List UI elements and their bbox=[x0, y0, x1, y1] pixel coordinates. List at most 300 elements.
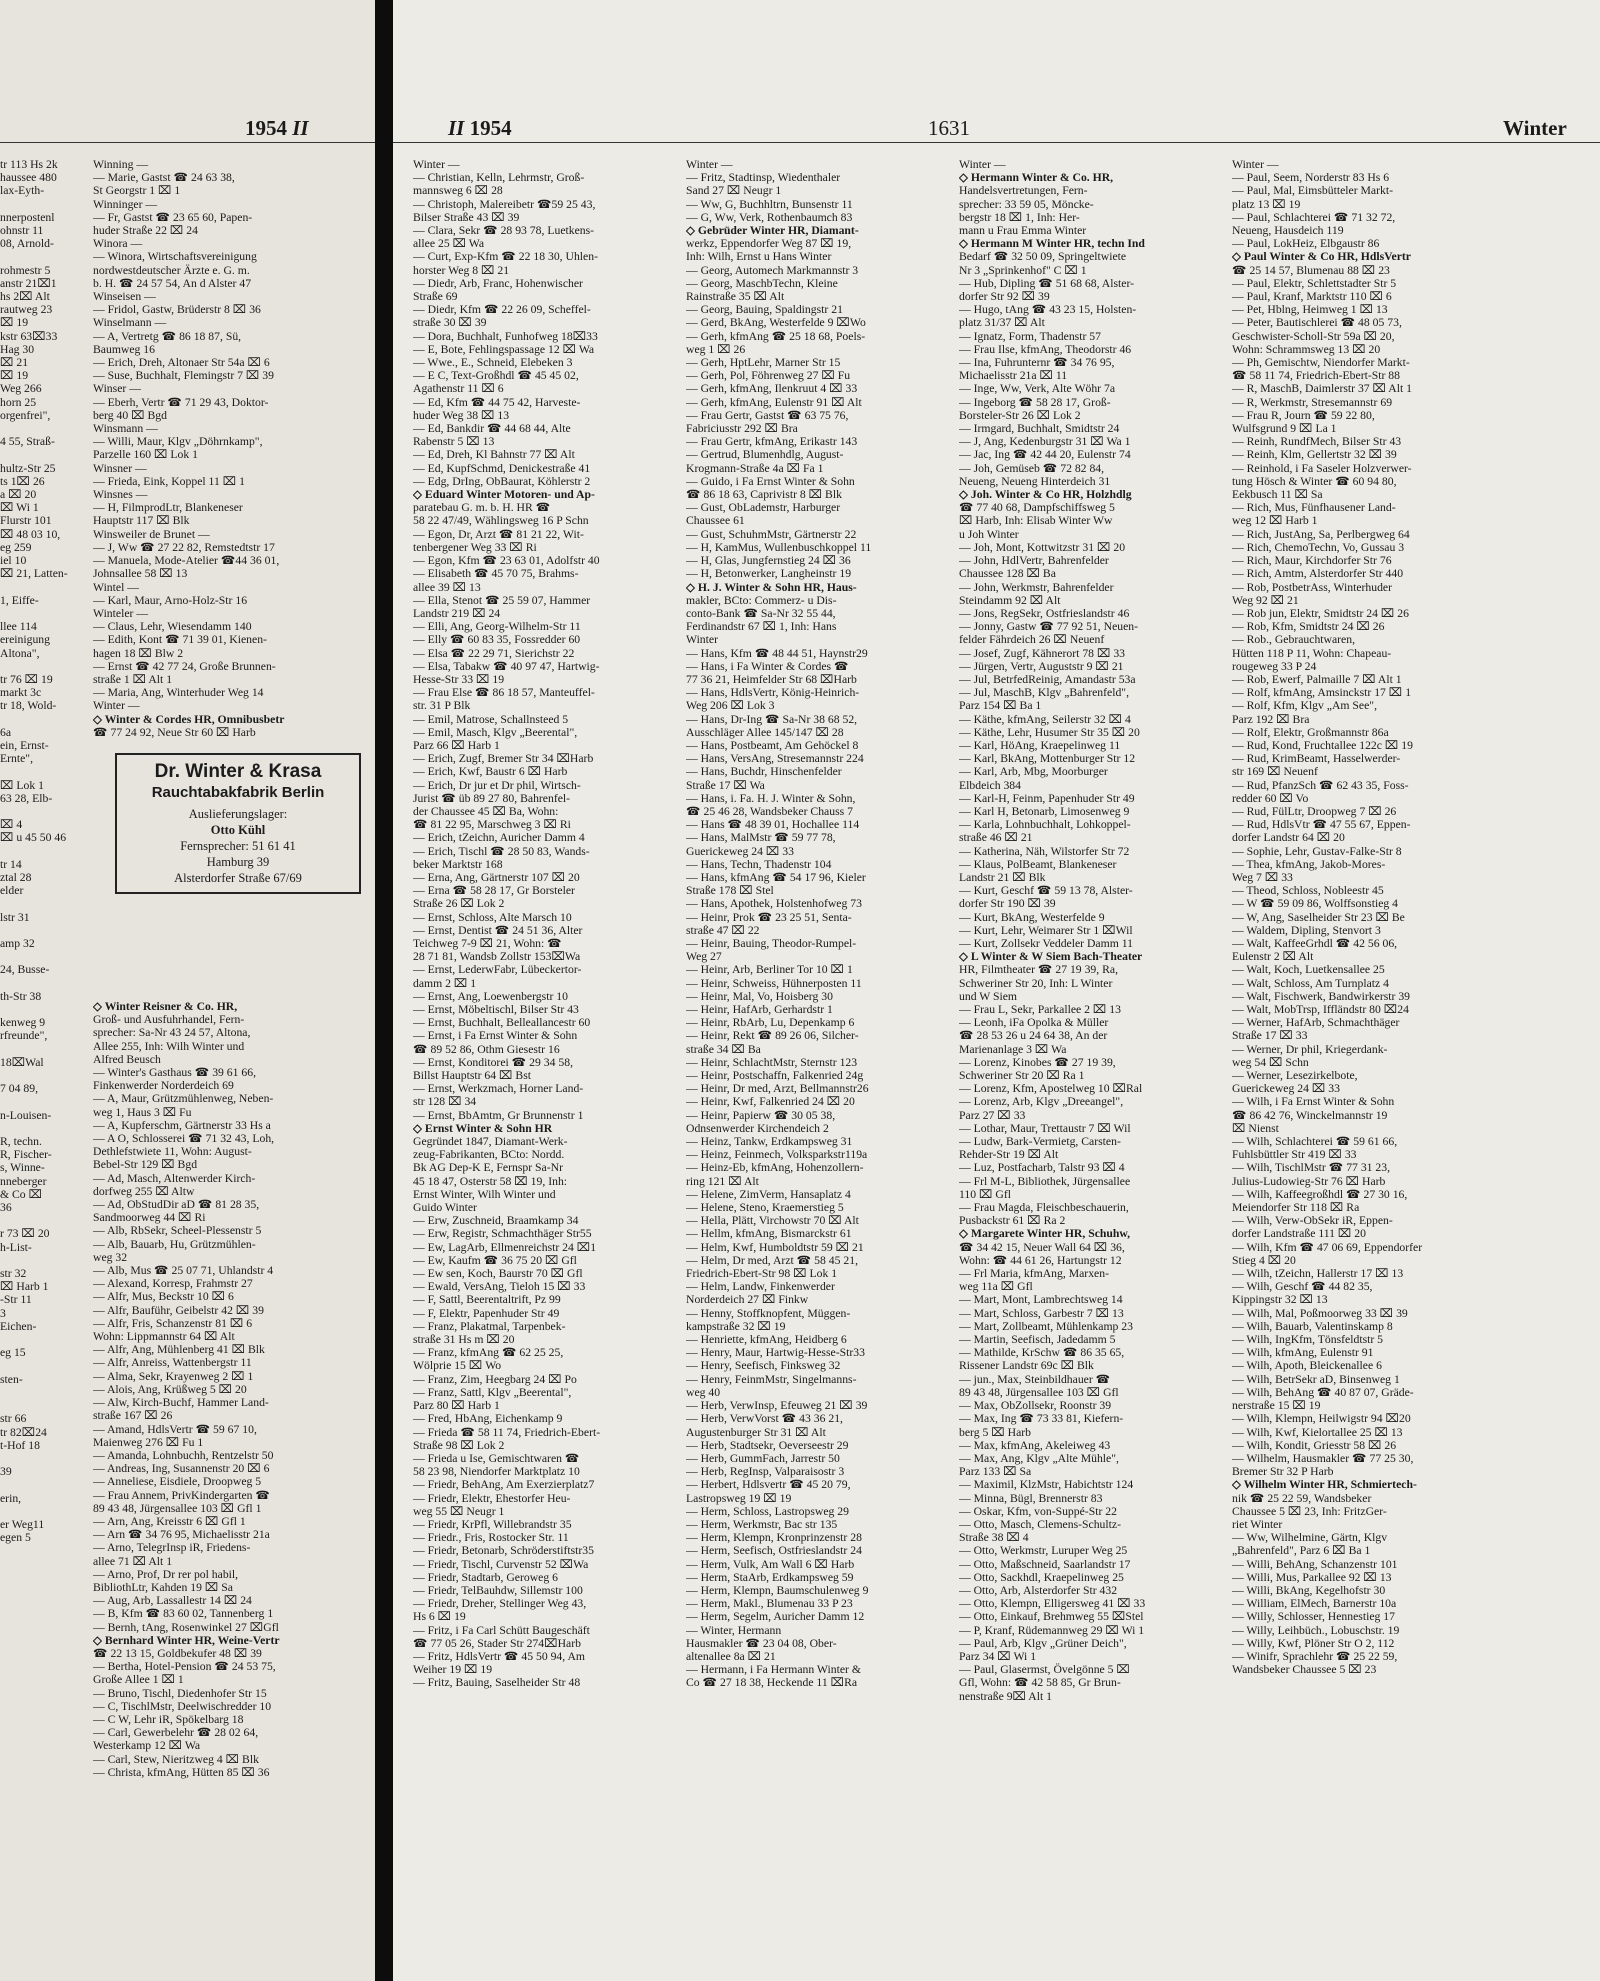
directory-entry: — Ad, Masch, Altenwerder Kirch- bbox=[93, 1171, 256, 1185]
directory-entry: — Hans, Kfm ☎ 48 44 51, Haynstr29 bbox=[686, 646, 868, 660]
directory-entry: iel 10 bbox=[0, 554, 27, 568]
directory-entry: paratebau G. m. b. H. HR ☎ bbox=[413, 501, 551, 515]
directory-entry: — Mathilde, KrSchw ☎ 86 35 65, bbox=[959, 1346, 1125, 1360]
advert-line4: Otto Kühl bbox=[210, 822, 266, 837]
directory-entry: Winter — bbox=[413, 158, 460, 171]
directory-entry: orgenfrei", bbox=[0, 408, 51, 422]
directory-entry: — H, Glas, Jungfernstieg 24 ⌧ 36 bbox=[686, 554, 851, 568]
directory-entry: — Otto, Werkmstr, Luruper Weg 25 bbox=[959, 1544, 1128, 1558]
directory-entry: — Frau R, Journ ☎ 59 22 80, bbox=[1232, 408, 1375, 422]
directory-entry: — Claus, Lehr, Wiesendamm 140 bbox=[93, 620, 252, 634]
directory-entry: ⌧ 21 bbox=[0, 356, 29, 370]
directory-entry: Steindamm 92 ⌧ Alt bbox=[959, 593, 1061, 607]
directory-entry: rfreunde", bbox=[0, 1029, 48, 1043]
directory-entry: 89 43 48, Jürgensallee 103 ⌧ Gfl bbox=[959, 1385, 1119, 1399]
directory-entry: 39 bbox=[0, 1465, 12, 1479]
directory-entry: — Hermann, i Fa Hermann Winter & bbox=[686, 1663, 861, 1677]
directory-entry: sten- bbox=[0, 1372, 23, 1386]
directory-entry: — Willi, BkAng, Kegelhofstr 30 bbox=[1232, 1583, 1386, 1597]
directory-entry: sprecher: 33 59 05, Mönckе- bbox=[959, 197, 1094, 211]
directory-entry: Weg 266 bbox=[0, 382, 42, 396]
directory-entry: Wohn: Lippmannstr 64 ⌧ Alt bbox=[93, 1330, 235, 1344]
directory-entry: Friedrich-Ebert-Str 98 ⌧ Lok 1 bbox=[686, 1267, 838, 1281]
directory-entry: — Emil, Masch, Klgv „Beerental", bbox=[413, 725, 578, 739]
directory-entry: dorfer Str 92 ⌧ 39 bbox=[959, 290, 1050, 304]
directory-entry bbox=[0, 805, 82, 818]
directory-entry: — Kurt, Zollsekr Veddeler Damm 11 bbox=[959, 936, 1133, 950]
directory-entry: — Otto, Klempn, Elligersweg 41 ⌧ 33 bbox=[959, 1597, 1146, 1611]
directory-entry: Sandmoorweg 44 ⌧ Ri bbox=[93, 1211, 206, 1225]
directory-entry: — Heinr, SchlachtMstr, Sternstr 123 bbox=[686, 1055, 858, 1069]
directory-entry: Bebel-Str 129 ⌧ Bgd bbox=[93, 1158, 198, 1172]
directory-entry: Eulenstr 2 ⌧ Alt bbox=[1232, 950, 1314, 964]
directory-entry: amp 32 bbox=[0, 936, 35, 950]
directory-entry: Chaussee 61 bbox=[686, 514, 745, 528]
directory-entry: ⌧ 21, Latten- bbox=[0, 567, 68, 581]
directory-entry: — Willy, Kwf, Plöner Str O 2, 112 bbox=[1232, 1636, 1395, 1650]
directory-entry: — Frau Magda, Fleischbeschauerin, bbox=[959, 1201, 1129, 1215]
directory-entry: ⌧ 4 bbox=[0, 818, 23, 832]
directory-entry: — Karl, Maur, Arno-Holz-Str 16 bbox=[93, 593, 248, 607]
directory-entry: — Ewald, VersAng, Tieloh 15 ⌧ 33 bbox=[413, 1280, 586, 1294]
directory-entry: — Frieda u Ise, Gemischtwaren ☎ bbox=[413, 1451, 580, 1465]
directory-entry: werkz, Eppendorfer Weg 87 ⌧ 19, bbox=[686, 237, 852, 251]
right-header-rule bbox=[393, 142, 1600, 143]
directory-entry: — Gust, SchuhmMstr, Gärtnerstr 22 bbox=[686, 527, 857, 541]
directory-entry: — Rob, Kfm, Smidtstr 24 ⌧ 26 bbox=[1232, 620, 1385, 634]
directory-entry: altenallee 8a ⌧ 21 bbox=[686, 1649, 776, 1663]
directory-entry: — Heinr, Papierw ☎ 30 05 38, bbox=[686, 1108, 836, 1122]
directory-entry: — Heinr, Postschaffn, Falkenried 24g bbox=[686, 1069, 864, 1083]
directory-entry: b. H. ☎ 24 57 54, An d Alster 47 bbox=[93, 276, 252, 290]
directory-entry: — Waldem, Dipling, Stenvort 3 bbox=[1232, 923, 1381, 937]
directory-entry: felder Fährdeich 26 ⌧ Neuenf bbox=[959, 633, 1105, 647]
directory-entry: hagen 18 ⌧ Blw 2 bbox=[93, 646, 184, 660]
directory-entry: ohnstr 11 bbox=[0, 224, 44, 238]
directory-entry: Parz 133 ⌧ Sa bbox=[959, 1465, 1032, 1479]
directory-entry: Maienweg 276 ⌧ Fu 1 bbox=[93, 1435, 204, 1449]
directory-entry: — Winter, Hermann bbox=[686, 1623, 782, 1637]
directory-entry: straße 31 Hs m ⌧ 20 bbox=[413, 1333, 515, 1347]
directory-entry bbox=[0, 1214, 82, 1227]
directory-entry: — Herb, RegInsp, Valparaisostr 3 bbox=[686, 1465, 845, 1479]
directory-entry: — Wilh, IngKfm, Tönsfeldtstr 5 bbox=[1232, 1333, 1384, 1347]
directory-entry: — Christa, kfmAng, Hütten 85 ⌧ 36 bbox=[93, 1765, 270, 1779]
directory-entry: Weg 27 bbox=[686, 950, 722, 964]
directory-entry: Michaelisstr 21a ⌧ 11 bbox=[959, 369, 1068, 383]
directory-entry: straße 47 ⌧ 22 bbox=[686, 923, 760, 937]
left-page-header bbox=[245, 116, 309, 141]
directory-entry: — Gertrud, Blumenhdlg, August- bbox=[686, 448, 844, 462]
directory-entry: — Ella, Stenot ☎ 25 59 07, Hammer bbox=[413, 593, 591, 607]
directory-entry: HR, Filmtheater ☎ 27 19 39, Ra, bbox=[959, 963, 1119, 977]
directory-entry: weg 54 ⌧ Schn bbox=[1232, 1055, 1309, 1069]
directory-entry: — Peter, Bautischlerei ☎ 48 05 73, bbox=[1232, 316, 1402, 330]
directory-entry: ◇ Bernhard Winter HR, Weine-Vertr bbox=[93, 1633, 280, 1647]
directory-entry: — Dora, Buchhalt, Funhofweg 18⌧33 bbox=[413, 329, 598, 343]
directory-entry: — Rich, ChemoTechn, Vo, Gussau 3 bbox=[1232, 540, 1405, 554]
directory-entry: — H, KamMus, Wullenbuschkoppel 11 bbox=[686, 540, 872, 554]
directory-entry: — Gerh, kfmAng, Ilenkruut 4 ⌧ 33 bbox=[686, 382, 858, 396]
directory-entry: — Walt, KaffeeGrhdl ☎ 42 56 06, bbox=[1232, 936, 1398, 950]
directory-entry: — John, Werkmstr, Bahrenfelder bbox=[959, 580, 1114, 594]
directory-entry: ◇ Hermann M Winter HR, techn Ind bbox=[959, 237, 1145, 251]
directory-entry: — Hans, kfmAng ☎ 54 17 96, Kieler bbox=[686, 870, 866, 884]
directory-entry: — Gerh, kfmAng ☎ 25 18 68, Poels- bbox=[686, 329, 866, 343]
directory-entry: — Helene, Steno, Kraemerstieg 5 bbox=[686, 1201, 844, 1215]
directory-entry: — Fritz, HdlsVertr ☎ 45 50 94, Am bbox=[413, 1649, 586, 1663]
directory-entry: Rabenstr 5 ⌧ 13 bbox=[413, 435, 495, 449]
directory-entry: Hausmakler ☎ 23 04 08, Ober- bbox=[686, 1636, 837, 1650]
directory-entry: — William, ElMech, Barnerstr 10a bbox=[1232, 1597, 1397, 1611]
directory-entry: Julius-Ludowieg-Str 76 ⌧ Harb bbox=[1232, 1174, 1386, 1188]
directory-entry: Agathenstr 11 ⌧ 6 bbox=[413, 382, 504, 396]
directory-entry: — Alfr, Ang, Mühlenberg 41 ⌧ Blk bbox=[93, 1343, 265, 1357]
directory-entry bbox=[0, 607, 82, 620]
directory-entry: lstr 31 bbox=[0, 910, 30, 924]
directory-entry: horster Weg 8 ⌧ 21 bbox=[413, 263, 510, 277]
directory-entry: ☎ 25 14 57, Blumenau 88 ⌧ 23 bbox=[1232, 263, 1390, 277]
directory-entry bbox=[0, 250, 82, 263]
directory-entry: tung Hösch & Winter ☎ 60 94 80, bbox=[1232, 474, 1397, 488]
directory-entry: llee 114 bbox=[0, 620, 37, 634]
directory-entry: — Walt, MobTrsp, Iffländstr 80 ⌧24 bbox=[1232, 1003, 1409, 1016]
directory-entry: Meiendorfer Str 118 ⌧ Ra bbox=[1232, 1201, 1360, 1215]
directory-entry: — Diedr, Arb, Franc, Hohenwischer bbox=[413, 276, 583, 290]
directory-entry: — Emil, Matrose, Schallnsteed 5 bbox=[413, 712, 569, 726]
directory-entry: — Jul, MaschB, Klgv „Bahrenfeld", bbox=[959, 686, 1129, 700]
directory-entry: — Willi, Mus, Parkallee 92 ⌧ 13 bbox=[1232, 1570, 1392, 1584]
directory-entry: — Ignatz, Form, Thadenstr 57 bbox=[959, 329, 1101, 343]
directory-entry: ztal 28 bbox=[0, 870, 32, 884]
directory-entry: — Rich, JustAng, Sa, Perlbergweg 64 bbox=[1232, 527, 1410, 541]
directory-entry bbox=[0, 1505, 82, 1518]
directory-entry: — Anneliese, Eisdiele, Droopweg 5 bbox=[93, 1475, 262, 1489]
directory-entry: — Heinr, Kwf, Falkenried 24 ⌧ 20 bbox=[686, 1095, 855, 1109]
directory-entry: Johnsallee 58 ⌧ 13 bbox=[93, 567, 188, 581]
directory-entry: s, Winne- bbox=[0, 1161, 45, 1175]
directory-entry: — Friedr, Tischl, Curvenstr 52 ⌧Wa bbox=[413, 1557, 589, 1571]
directory-entry: — F, Sattl, Beerentaltrift, Pz 99 bbox=[413, 1293, 561, 1307]
directory-entry: — Heinr, Mal, Vo, Hoisberg 30 bbox=[686, 989, 833, 1003]
directory-entry: egen 5 bbox=[0, 1531, 31, 1545]
directory-entry: Weg 206 ⌧ Lok 3 bbox=[686, 699, 775, 713]
directory-entry: — E, Bote, Fehlingspassage 12 ⌧ Wa bbox=[413, 342, 595, 356]
directory-entry: — Rob jun, Elektr, Smidtstr 24 ⌧ 26 bbox=[1232, 606, 1409, 620]
directory-entry: — Heinz-Eb, kfmAng, Hohenzollern- bbox=[686, 1161, 864, 1175]
directory-entry: sprecher: Sa-Nr 43 24 57, Altona, bbox=[93, 1026, 251, 1040]
directory-entry bbox=[0, 713, 82, 726]
directory-entry: — Klaus, PolBeamt, Blankeneser bbox=[959, 857, 1117, 871]
directory-entry: — Fritz, Stadtinsp, Wiedenthaler bbox=[686, 171, 841, 185]
directory-entry: — Ludw, Bark-Vermietg, Carsten- bbox=[959, 1135, 1121, 1149]
directory-entry: — Werner, HafArb, Schmachthäger bbox=[1232, 1016, 1400, 1030]
directory-entry: str 128 ⌧ 34 bbox=[413, 1095, 477, 1109]
directory-entry: Parz 27 ⌧ 33 bbox=[959, 1108, 1026, 1122]
directory-entry: — Rolf, kfmAng, Amsinckstr 17 ⌧ 1 bbox=[1232, 686, 1412, 700]
directory-entry: tr 76 ⌧ 19 bbox=[0, 672, 53, 686]
directory-entry: ☎ 34 42 15, Neuer Wall 64 ⌧ 36, bbox=[959, 1240, 1125, 1254]
directory-entry: — Wilh, Kaffeegroßhdl ☎ 27 30 16, bbox=[1232, 1187, 1408, 1201]
directory-entry: ⌧ Lok 1 bbox=[0, 778, 44, 792]
directory-entry: anstr 21⌧1 bbox=[0, 276, 57, 290]
directory-entry: — Hans ☎ 48 39 01, Hochallee 114 bbox=[686, 818, 860, 832]
directory-entry: — Gerh, Pol, Föhrenweg 27 ⌧ Fu bbox=[686, 369, 851, 383]
directory-entry: — Karl-H, Feinm, Papenhuder Str 49 bbox=[959, 791, 1135, 805]
directory-entry: — Ew, Kaufm ☎ 36 75 20 ⌧ Gfl bbox=[413, 1253, 577, 1267]
directory-entry: — Arno, TelegrInsp iR, Friedens- bbox=[93, 1541, 251, 1555]
directory-entry: — Herm, Schloss, Lastropsweg 29 bbox=[686, 1504, 849, 1518]
directory-entry: str 169 ⌧ Neuenf bbox=[1232, 765, 1318, 779]
directory-entry: — Paul, Kranf, Marktstr 110 ⌧ 6 bbox=[1232, 290, 1392, 304]
directory-entry: — Thea, kfmAng, Jakob-Mores- bbox=[1232, 857, 1386, 871]
directory-entry: Neueng, Neueng Hinterdeich 31 bbox=[959, 474, 1111, 488]
directory-entry: — C, TischlMstr, Deelwischredder 10 bbox=[93, 1699, 272, 1713]
directory-entry: — Karl, BkAng, Mottenburger Str 12 bbox=[959, 752, 1136, 766]
directory-entry: — Henry, Maur, Hartwig-Hesse-Str33 bbox=[686, 1346, 865, 1360]
directory-entry: — Erich, Zugf, Bremer Str 34 ⌧Harb bbox=[413, 752, 594, 766]
directory-entry: — Wilh, Mal, Poßmoorweg 33 ⌧ 39 bbox=[1232, 1306, 1408, 1320]
directory-entry: 36 bbox=[0, 1201, 12, 1215]
directory-entry: Winora — bbox=[93, 237, 143, 251]
directory-entry: Straße 17 ⌧ 33 bbox=[1232, 1029, 1308, 1043]
directory-entry: ☎ 81 22 95, Marschweg 3 ⌧ Ri bbox=[413, 818, 571, 832]
directory-entry: — Friedr, TelBauhdw, Sillemstr 100 bbox=[413, 1583, 583, 1597]
directory-entry: — Joh, Mont, Kottwitzstr 31 ⌧ 20 bbox=[959, 540, 1126, 554]
directory-entry: Weiher 19 ⌧ 19 bbox=[413, 1663, 493, 1677]
directory-entry: — Kurt, Lehr, Weimarer Str 1 ⌧Wil bbox=[959, 923, 1133, 937]
directory-entry bbox=[0, 1333, 82, 1346]
directory-entry: — Oskar, Kfm, von-Suppé-Str 22 bbox=[959, 1504, 1117, 1518]
directory-entry: makler, BCto: Commerz- u Dis- bbox=[686, 593, 837, 607]
directory-entry: weg 40 bbox=[686, 1385, 721, 1399]
directory-entry: — Hans, Buchdr, Hinschenfelder bbox=[686, 765, 842, 779]
directory-entry: Parz 80 ⌧ Harb 1 bbox=[413, 1399, 500, 1413]
directory-entry: — Fritz, Bauing, Saselheider Str 48 bbox=[413, 1676, 581, 1690]
directory-entry: — Rolf, Elektr, Großmannstr 86a bbox=[1232, 725, 1389, 739]
directory-entry: — Ernst, BbAmtm, Gr Brunnenstr 1 bbox=[413, 1108, 584, 1122]
directory-entry: — Frieda, Eink, Koppel 11 ⌧ 1 bbox=[93, 474, 245, 488]
directory-entry: Ernte", bbox=[0, 752, 34, 766]
directory-entry: nordwestdeutscher Ärzte e. G. m. bbox=[93, 263, 250, 277]
directory-entry: tr 82⌧24 bbox=[0, 1425, 47, 1439]
directory-entry: a ⌧ 20 bbox=[0, 488, 37, 502]
directory-entry: — Herm, Segelm, Auricher Damm 12 bbox=[686, 1610, 865, 1624]
directory-entry: Augustenburger Str 31 ⌧ Alt bbox=[686, 1425, 826, 1439]
directory-entry: — Käthe, Lehr, Husumer Str 35 ⌧ 20 bbox=[959, 725, 1140, 739]
directory-entry: — Martin, Seefisch, Jadedamm 5 bbox=[959, 1333, 1116, 1347]
directory-entry: — Rud, Kond, Fruchtallee 122c ⌧ 19 bbox=[1232, 738, 1413, 752]
directory-entry: ◇ Ernst Winter & Sohn HR bbox=[413, 1121, 553, 1135]
directory-entry: — Wilh, Klempn, Heilwigstr 94 ⌧20 bbox=[1232, 1412, 1411, 1426]
directory-entry: — Hans, i. Fa. H. J. Winter & Sohn, bbox=[686, 791, 856, 805]
directory-entry: mann u Frau Emma Winter bbox=[959, 224, 1087, 238]
directory-entry: ◇ Gebrüder Winter HR, Diamant- bbox=[686, 224, 859, 238]
directory-entry: weg 1 ⌧ 26 bbox=[686, 342, 746, 356]
directory-entry: — Joh, Gemüseb ☎ 72 82 84, bbox=[959, 461, 1105, 475]
directory-entry: Borsteler-Str 26 ⌧ Lok 2 bbox=[959, 408, 1081, 422]
directory-entry: Winser — bbox=[93, 382, 141, 396]
directory-entry: — Frau L, Sekr, Parkallee 2 ⌧ 13 bbox=[959, 1003, 1121, 1016]
left-column-1-entries bbox=[93, 158, 375, 739]
directory-entry: 7 04 89, bbox=[0, 1082, 38, 1096]
directory-entry: — Wilh, Kfm ☎ 47 06 69, Eppendorfer bbox=[1232, 1240, 1423, 1254]
directory-entry: — Rich, Mus, Fünfhausener Land- bbox=[1232, 501, 1396, 515]
directory-entry: — Max, ObZollsekr, Roonstr 39 bbox=[959, 1399, 1112, 1413]
directory-entry: — Friedr, KrPfl, Willebrandstr 35 bbox=[413, 1517, 572, 1531]
directory-entry: Winseisen — bbox=[93, 290, 156, 304]
directory-entry: Rissener Landstr 69c ⌧ Blk bbox=[959, 1359, 1094, 1373]
directory-entry: Allee 255, Inh: Wilh Winter und bbox=[93, 1039, 245, 1053]
directory-entry: elder bbox=[0, 884, 24, 898]
directory-entry: — Max, Ing ☎ 73 33 81, Kiefern- bbox=[959, 1412, 1124, 1426]
directory-entry: — Elisabeth ☎ 45 70 75, Brahms- bbox=[413, 567, 579, 581]
directory-entry: — Rich, Amtm, Alsterdorfer Str 440 bbox=[1232, 567, 1404, 581]
directory-entry: — Manuela, Mode-Atelier ☎44 36 01, bbox=[93, 554, 280, 568]
directory-entry: Baumweg 16 bbox=[93, 342, 155, 356]
directory-entry bbox=[0, 1069, 82, 1082]
directory-entry: — Alexand, Korresp, Frahmstr 27 bbox=[93, 1277, 253, 1291]
directory-entry: — Heinz, Feinmech, Volksparkstr119a bbox=[686, 1148, 868, 1162]
directory-entry: — Willi, BehAng, Schanzenstr 101 bbox=[1232, 1557, 1398, 1571]
directory-entry: ☎ 28 53 26 u 24 64 38, An der bbox=[959, 1029, 1108, 1043]
directory-entry: — Wilhelm, Hausmakler ☎ 77 25 30, bbox=[1232, 1451, 1414, 1465]
directory-entry: — Henny, Stoffknopfent, Müggen- bbox=[686, 1306, 851, 1320]
directory-entry bbox=[0, 198, 82, 211]
directory-entry: str. 31 P Blk bbox=[413, 699, 471, 713]
directory-entry bbox=[0, 1452, 82, 1465]
directory-entry: hs 2⌧ Alt bbox=[0, 290, 50, 304]
directory-entry: — Alb, Mus ☎ 25 07 71, Uhlandstr 4 bbox=[93, 1264, 274, 1278]
directory-entry: — Wilh, BehAng ☎ 40 87 07, Gräde- bbox=[1232, 1385, 1414, 1399]
directory-entry: — R, Werkmstr, Stresemannstr 69 bbox=[1232, 395, 1393, 409]
directory-entry: — Hans, MalMstr ☎ 59 77 78, bbox=[686, 831, 836, 845]
directory-entry: — Hans, VersAng, Stresemannstr 224 bbox=[686, 752, 864, 766]
directory-entry: ◇ Eduard Winter Motoren- und Ap- bbox=[413, 488, 595, 502]
directory-entry: ◇ Wilhelm Winter HR, Schmiertech- bbox=[1232, 1478, 1417, 1492]
directory-entry: lax-Eyth- bbox=[0, 184, 45, 198]
directory-entry: — Paul, Mal, Eimsbütteler Markt- bbox=[1232, 184, 1393, 198]
directory-entry: — H, FilmprodLtr, Blankeneser bbox=[93, 501, 243, 515]
directory-entry: — Frl Maria, kfmAng, Marxen- bbox=[959, 1267, 1109, 1281]
directory-entry: huder Straße 22 ⌧ 24 bbox=[93, 224, 198, 238]
directory-entry: ◇ Paul Winter & Co HR, HdlsVertr bbox=[1232, 250, 1411, 264]
directory-entry: allee 39 ⌧ 13 bbox=[413, 580, 481, 594]
directory-entry: — Erich, Dreh, Altonaer Str 54a ⌧ 6 bbox=[93, 356, 270, 370]
directory-entry: — W, Ang, Saselheider Str 23 ⌧ Be bbox=[1232, 910, 1405, 924]
directory-entry: ⌧ Harb, Inh: Elisab Winter Ww bbox=[959, 514, 1113, 528]
directory-entry: — Pet, Hblng, Heimweg 1 ⌧ 13 bbox=[1232, 303, 1388, 317]
left-column-fragments bbox=[0, 158, 82, 1973]
directory-entry: straße 34 ⌧ Ba bbox=[686, 1042, 761, 1056]
directory-entry: Straße 98 ⌧ Lok 2 bbox=[413, 1438, 505, 1452]
directory-entry: — Paul, LokHeiz, Elbgaustr 86 bbox=[1232, 237, 1380, 251]
directory-entry: Rehder-Str 19 ⌧ Alt bbox=[959, 1148, 1059, 1162]
directory-entry: — Käthe, kfmAng, Seilerstr 32 ⌧ 4 bbox=[959, 712, 1131, 726]
directory-entry: nneberger bbox=[0, 1174, 47, 1188]
directory-entry: hultz-Str 25 bbox=[0, 461, 56, 475]
directory-entry: 89 43 48, Jürgensallee 103 ⌧ Gfl 1 bbox=[93, 1501, 262, 1515]
directory-entry: dorfer Landstraße 111 ⌧ 20 bbox=[1232, 1227, 1366, 1241]
left-column-1 bbox=[93, 158, 375, 1058]
advert-title: Dr. Winter & Krasa bbox=[154, 760, 322, 782]
directory-entry: — Ww, G, Buchhltrn, Bunsenstr 11 bbox=[686, 197, 853, 211]
directory-entry: ☎ 77 24 92, Neue Str 60 ⌧ Harb bbox=[93, 725, 256, 739]
directory-entry: ts 1⌧ 26 bbox=[0, 474, 45, 488]
directory-entry: — Rich, Maur, Kirchdorfer Str 76 bbox=[1232, 554, 1392, 568]
advert-line3: Auslieferungslager: bbox=[188, 806, 288, 821]
directory-entry: h-List- bbox=[0, 1240, 32, 1254]
directory-entry: — Franz, Plakatmal, Tarpenbek- bbox=[413, 1319, 566, 1333]
directory-entry: — Jac, Ing ☎ 42 44 20, Eulenstr 74 bbox=[959, 448, 1131, 462]
directory-entry: Wulfsgrund 9 ⌧ La 1 bbox=[1232, 422, 1337, 436]
directory-entry: — Wilh, Kwf, Kielortallee 25 ⌧ 13 bbox=[1232, 1425, 1403, 1439]
directory-entry: — Wilh, Kondit, Griesstr 58 ⌧ 26 bbox=[1232, 1438, 1397, 1452]
directory-entry: 28 71 81, Wandsb Zollstr 153⌧Wa bbox=[413, 950, 581, 964]
directory-entry: — Andreas, Ing, Susannenstr 20 ⌧ 6 bbox=[93, 1462, 270, 1476]
directory-entry: — Sophie, Lehr, Gustav-Falke-Str 8 bbox=[1232, 844, 1402, 858]
directory-entry: — Carl, Gewerbelehr ☎ 28 02 64, bbox=[93, 1726, 259, 1740]
directory-entry: — Heinr, Rekt ☎ 89 26 06, Silcher- bbox=[686, 1029, 859, 1043]
left-page bbox=[0, 0, 375, 1981]
directory-entry: Winteler — bbox=[93, 606, 149, 620]
directory-entry bbox=[0, 765, 82, 778]
directory-entry: — Suse, Buchhalt, Flemingstr 7 ⌧ 39 bbox=[93, 369, 274, 383]
directory-entry: 18⌧Wal bbox=[0, 1055, 44, 1069]
directory-entry: ⌧ u 45 50 46 bbox=[0, 831, 67, 845]
directory-entry: — Egon, Kfm ☎ 23 63 01, Adolfstr 40 bbox=[413, 554, 600, 568]
right-column-4 bbox=[1232, 158, 1500, 1973]
directory-entry: riet Winter bbox=[1232, 1517, 1283, 1531]
directory-entry: straße 30 ⌧ 39 bbox=[413, 316, 487, 330]
directory-entry: t-Hof 18 bbox=[0, 1438, 40, 1452]
directory-entry: — Egon, Dr, Arzt ☎ 81 21 22, Wit- bbox=[413, 527, 584, 541]
directory-entry: — Carl, Stew, Nieritzweg 4 ⌧ Blk bbox=[93, 1752, 259, 1766]
directory-entry: ☎ 86 42 76, Winckelmannstr 19 bbox=[1232, 1108, 1388, 1122]
directory-entry bbox=[0, 1122, 82, 1135]
directory-entry: Winter — bbox=[959, 158, 1006, 171]
directory-entry: — Bertha, Hotel-Pension ☎ 24 53 75, bbox=[93, 1660, 276, 1674]
directory-entry: ein, Ernst- bbox=[0, 738, 49, 752]
directory-entry: 24, Busse- bbox=[0, 963, 50, 977]
directory-entry: — Lorenz, Arb, Klgv „Dreeangel", bbox=[959, 1095, 1124, 1109]
directory-entry: — Fridol, Gastw, Brüderstr 8 ⌧ 36 bbox=[93, 303, 261, 317]
directory-entry: Winsmann — bbox=[93, 422, 158, 436]
directory-entry: Teichweg 7-9 ⌧ 21, Wohn: ☎ bbox=[413, 936, 562, 950]
directory-entry: — Reinh, Klm, Gellertstr 32 ⌧ 39 bbox=[1232, 448, 1397, 462]
directory-entry: weg 1, Haus 3 ⌧ Fu bbox=[93, 1105, 192, 1119]
directory-entry: — Henriette, kfmAng, Heidberg 6 bbox=[686, 1333, 847, 1347]
directory-entry: straße 1 ⌧ Alt 1 bbox=[93, 672, 173, 686]
directory-entry: eg 259 bbox=[0, 540, 32, 554]
directory-entry: haussee 480 bbox=[0, 171, 57, 185]
directory-entry: — Erna ☎ 58 28 17, Gr Borsteler bbox=[413, 884, 575, 898]
directory-entry: Schweriner Str 20, Inh: L Winter bbox=[959, 976, 1113, 990]
directory-entry: — Gust, ObLademstr, Harburger bbox=[686, 501, 841, 515]
directory-entry: — Ad, ObStudDir aD ☎ 81 28 35, bbox=[93, 1198, 260, 1212]
directory-entry: redder 60 ⌧ Vo bbox=[1232, 791, 1309, 805]
directory-entry: Jurist ☎ üb 89 27 80, Bahrenfel- bbox=[413, 791, 571, 805]
directory-entry: platz 13 ⌧ 19 bbox=[1232, 197, 1301, 211]
directory-entry: ☎ 25 46 28, Wandsbeker Chauss 7 bbox=[686, 804, 853, 818]
directory-entry: Wintel — bbox=[93, 580, 139, 594]
directory-entry: Hesse-Str 33 ⌧ 19 bbox=[413, 672, 505, 686]
directory-entry: — Ernst, Konditorei ☎ 29 34 58, bbox=[413, 1055, 573, 1069]
directory-entry: — Karla, Lohnbuchhalt, Lohkoppel- bbox=[959, 818, 1131, 832]
directory-entry: — Jonny, Gastw ☎ 77 92 51, Neuen- bbox=[959, 620, 1139, 634]
directory-entry: eg 15 bbox=[0, 1346, 26, 1360]
directory-entry: — Wilh, Verw-ObSekr iR, Eppen- bbox=[1232, 1214, 1393, 1228]
